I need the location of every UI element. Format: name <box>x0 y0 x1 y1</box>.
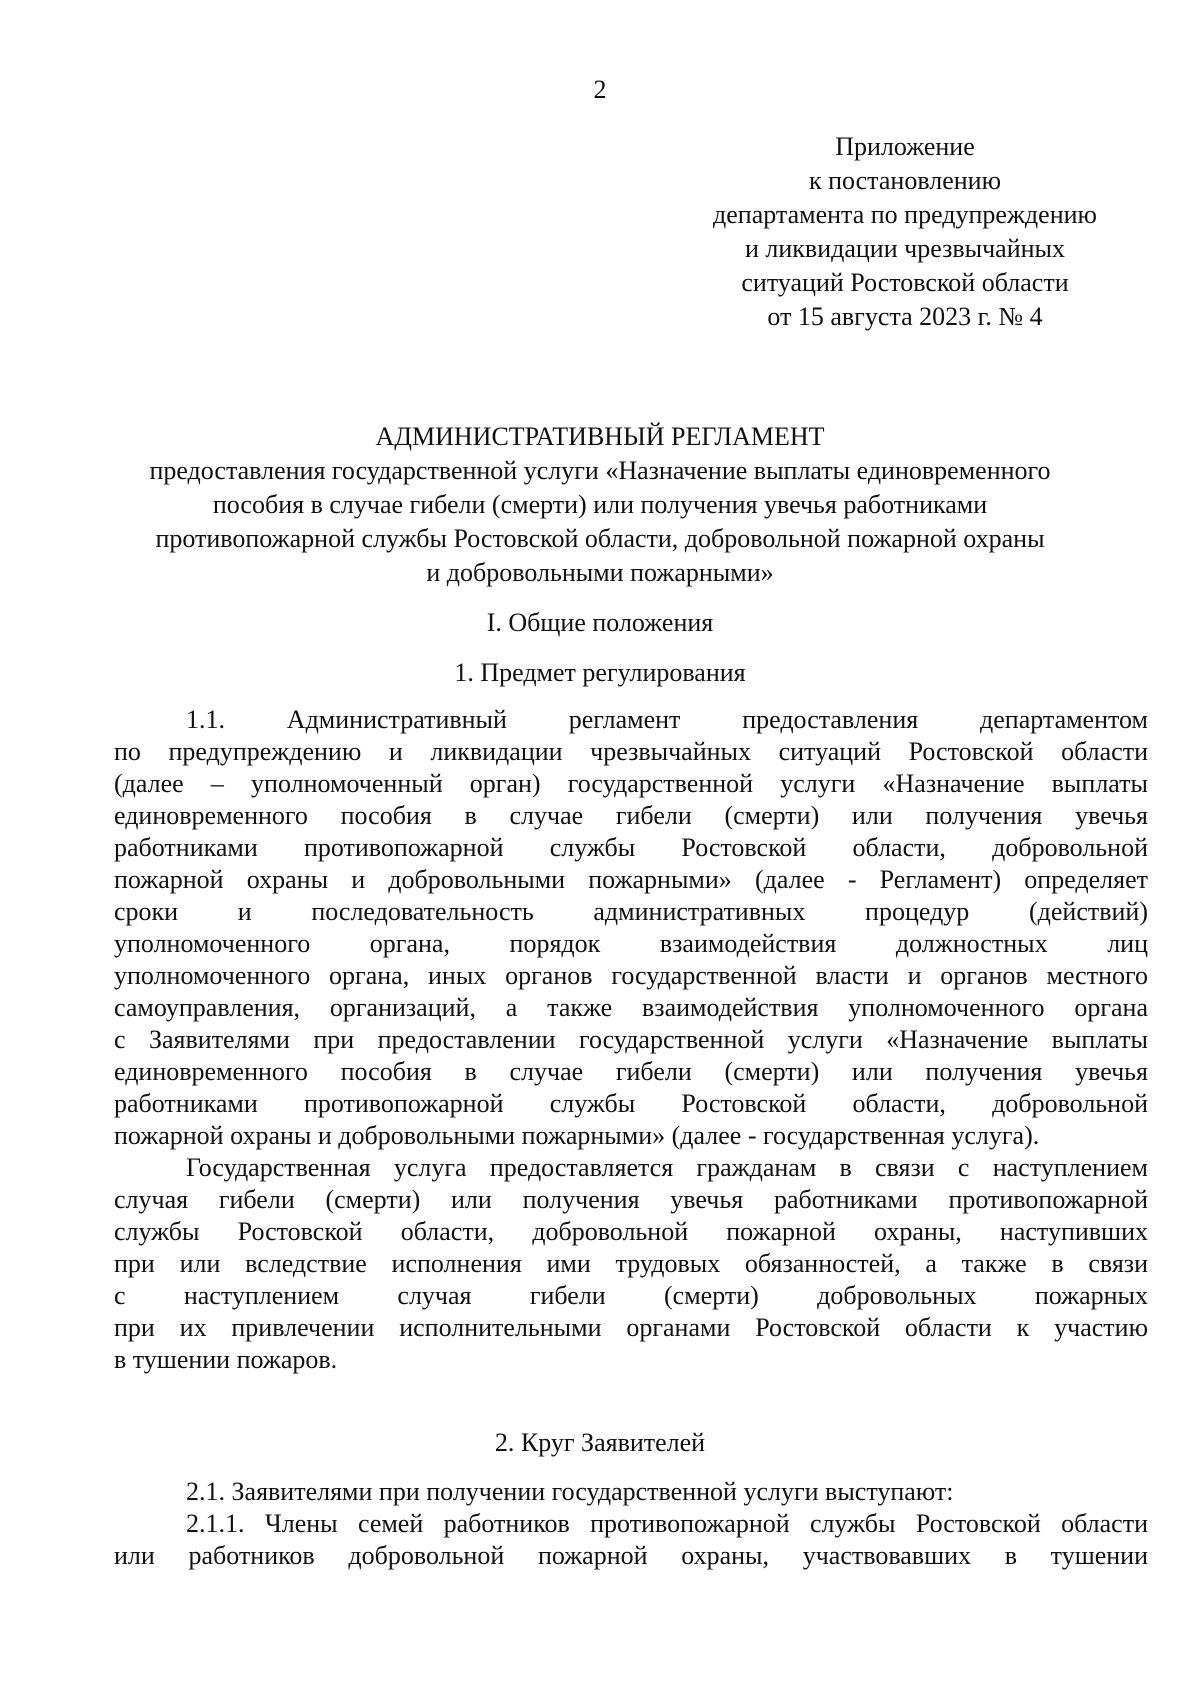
paragraph-line: единовременного пособия в случае гибели (смерти) или получения увечья <box>114 801 1148 830</box>
document-title-block <box>100 420 1100 590</box>
paragraph-line: работниками противопожарной службы Ростовской области, добровольной <box>114 833 1148 862</box>
subsection-heading: 1. Предмет регулирования <box>454 658 746 687</box>
paragraph-line: уполномоченного органа, иных органов государственной власти и органов местного <box>114 961 1148 990</box>
paragraph-line: при или вследствие исполнения ими трудовых обязанностей, а также в связи <box>114 1249 1148 1278</box>
appendix-line: Приложение <box>835 132 975 161</box>
appendix-block <box>690 130 1120 334</box>
paragraph-line: работниками противопожарной службы Ростовской области, добровольной <box>114 1089 1148 1118</box>
document-subtitle-line: и добровольными пожарными» <box>426 558 774 587</box>
paragraph-line: в тушении пожаров. <box>114 1345 338 1374</box>
page-number: 2 <box>593 75 607 104</box>
paragraph-line: уполномоченного органа, порядок взаимодействия должностных лиц <box>114 929 1148 958</box>
paragraph-line: сроки и последовательность административных процедур (действий) <box>114 897 1148 926</box>
paragraph-line: с наступлением случая гибели (смерти) добровольных пожарных <box>114 1281 1148 1310</box>
document-title: АДМИНИСТРАТИВНЫЙ РЕГЛАМЕНТ <box>375 422 825 451</box>
paragraph-line: службы Ростовской области, добровольной пожарной охраны, наступивших <box>114 1217 1148 1246</box>
paragraph-line: с Заявителями при предоставлении государственной услуги «Назначение выплаты <box>114 1025 1148 1054</box>
paragraph-line: при их привлечении исполнительными органами Ростовской области к участию <box>114 1313 1148 1342</box>
paragraph-line: Государственная услуга предоставляется гражданам в связи с наступлением <box>186 1153 1148 1182</box>
paragraph-line: единовременного пособия в случае гибели (смерти) или получения увечья <box>114 1057 1148 1086</box>
paragraph-line: по предупреждению и ликвидации чрезвычайных ситуаций Ростовской области <box>114 737 1148 766</box>
appendix-line: департамента по предупреждению <box>713 200 1097 229</box>
document-subtitle-line: пособия в случае гибели (смерти) или получения увечья работниками <box>212 490 988 519</box>
paragraph-line: самоуправления, организаций, а также взаимодействия уполномоченного органа <box>114 993 1148 1022</box>
appendix-line: и ликвидации чрезвычайных <box>745 234 1065 263</box>
document-subtitle-line: противопожарной службы Ростовской области, добровольной пожарной охраны <box>155 524 1045 553</box>
appendix-line: к постановлению <box>808 166 1002 195</box>
section-heading: I. Общие положения <box>486 608 714 637</box>
appendix-line: ситуаций Ростовской области <box>741 268 1069 297</box>
paragraph-line: 2.1. Заявителями при получении государственной услуги выступают: <box>186 1477 954 1506</box>
paragraph-line: пожарной охраны и добровольными пожарными» (далее - государственная услуга). <box>114 1121 1040 1150</box>
document-subtitle-line: предоставления государственной услуги «Назначение выплаты единовременного <box>149 456 1051 485</box>
paragraph-line: 1.1. Административный регламент предоставления департаментом <box>186 705 1148 734</box>
subsection-heading: 2. Круг Заявителей <box>494 1428 706 1457</box>
regulation-text-block <box>114 704 1148 1376</box>
applicants-text-block <box>114 1476 1148 1572</box>
paragraph-line: 2.1.1. Члены семей работников противопожарной службы Ростовской области <box>186 1509 1148 1538</box>
paragraph-line: пожарной охраны и добровольными пожарными» (далее - Регламент) определяет <box>114 865 1148 894</box>
paragraph-line: случая гибели (смерти) или получения увечья работниками противопожарной <box>114 1185 1148 1214</box>
paragraph-line: (далее – уполномоченный орган) государственной услуги «Назначение выплаты <box>114 769 1148 798</box>
appendix-line: от 15 августа 2023 г. № 4 <box>767 302 1043 331</box>
paragraph-line: или работников добровольной пожарной охраны, участвовавших в тушении <box>114 1541 1148 1570</box>
